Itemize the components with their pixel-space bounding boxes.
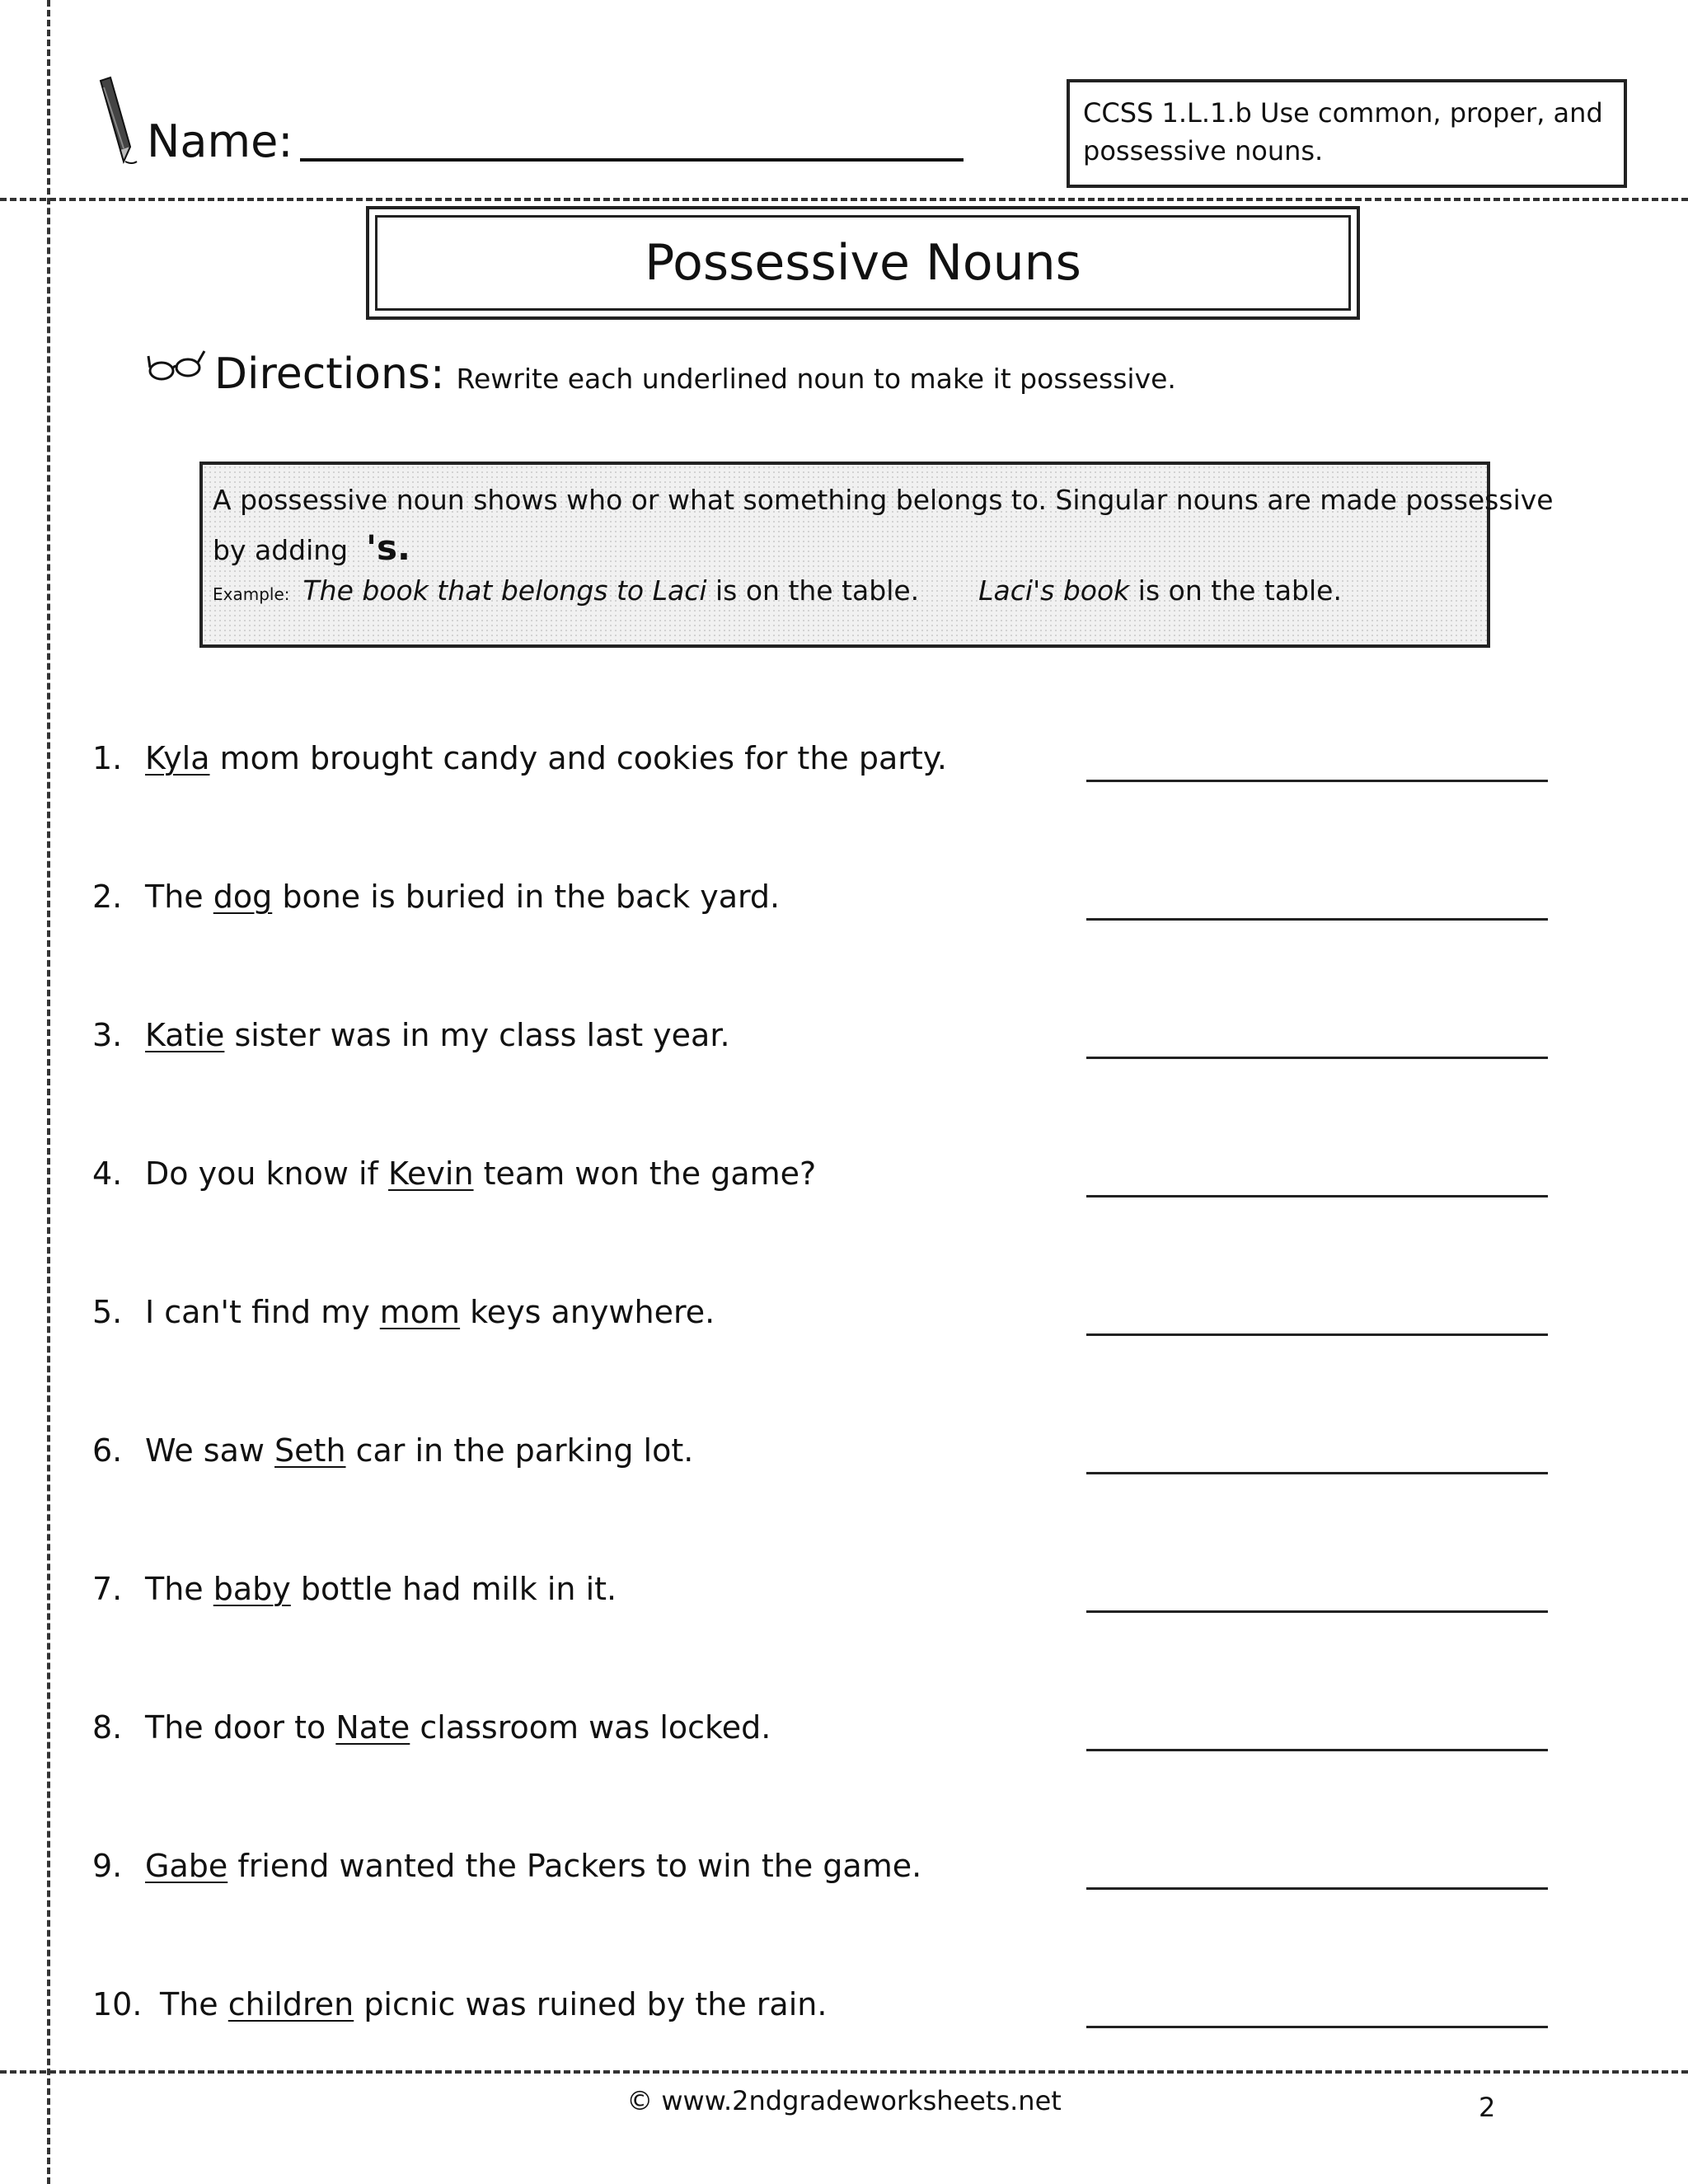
example-phrase-2: Laci's book (978, 574, 1130, 607)
example-label: Example: (213, 584, 290, 604)
underlined-noun: mom (379, 1294, 461, 1330)
question-2 (92, 870, 1559, 928)
directions-label: Directions: (214, 349, 445, 399)
question-number: 3. (92, 1017, 123, 1053)
question-sentence: The children picnic was ruined by the rain. (160, 1986, 828, 2022)
underlined-noun: Katie (145, 1017, 225, 1053)
answer-line[interactable] (1086, 1887, 1548, 1890)
question-sentence: I can't find my mom keys anywhere. (145, 1294, 715, 1330)
question-sentence: The baby bottle had milk in it. (145, 1571, 617, 1607)
directions-text: Rewrite each underlined noun to make it possessive. (456, 363, 1176, 395)
pencil-icon (92, 76, 138, 166)
question-sentence: The dog bone is buried in the back yard. (145, 879, 781, 915)
answer-line[interactable] (1086, 2026, 1548, 2028)
example-rest-2: is on the table. (1129, 574, 1342, 607)
rule-box (199, 462, 1554, 648)
name-row (147, 117, 964, 166)
question-10 (92, 1978, 1559, 2036)
example-sentence-1 (303, 574, 920, 607)
question-number: 9. (92, 1848, 123, 1884)
copyright-text: © www.2ndgradeworksheets.net (626, 2085, 1062, 2116)
question-number: 10. (92, 1986, 143, 2022)
page-title: Possessive Nouns (375, 215, 1351, 311)
question-4 (92, 1147, 1559, 1205)
question-sentence: The door to Nate classroom was locked. (145, 1709, 771, 1746)
underlined-noun: Seth (274, 1432, 346, 1469)
question-sentence: We saw Seth car in the parking lot. (145, 1432, 694, 1469)
question-6 (92, 1424, 1559, 1482)
question-3 (92, 1009, 1559, 1066)
answer-line[interactable] (1086, 1333, 1548, 1336)
underlined-noun: baby (213, 1571, 291, 1607)
question-8 (92, 1701, 1559, 1759)
example-sentence-2 (978, 574, 1342, 607)
question-sentence: Katie sister was in my class last year. (145, 1017, 730, 1053)
underlined-noun: Gabe (145, 1848, 228, 1884)
title-frame (366, 206, 1360, 320)
question-sentence: Gabe friend wanted the Packers to win the game. (145, 1848, 922, 1884)
rule-line-1: A possessive noun shows who or what something belongs to. Singular nouns are made possessive (213, 484, 1554, 516)
answer-line[interactable] (1086, 1472, 1548, 1474)
underlined-noun: Nate (335, 1709, 410, 1746)
answer-line[interactable] (1086, 780, 1548, 782)
glasses-icon (147, 348, 206, 384)
directions (214, 349, 1176, 399)
question-sentence: Kyla mom brought candy and cookies for the party. (145, 740, 947, 776)
question-5 (92, 1286, 1559, 1343)
apostrophe-s-symbol: 's. (366, 527, 410, 568)
answer-line[interactable] (1086, 1610, 1548, 1613)
question-number: 5. (92, 1294, 123, 1330)
question-number: 1. (92, 740, 123, 776)
rule-line-2-text: by adding (213, 534, 349, 566)
answer-line[interactable] (1086, 1749, 1548, 1751)
question-7 (92, 1563, 1559, 1620)
top-cut-line (0, 198, 1688, 201)
page-number: 2 (1479, 2092, 1496, 2123)
underlined-noun: dog (213, 879, 273, 915)
underlined-noun: Kyla (145, 740, 210, 776)
example-row (213, 574, 1477, 607)
vertical-cut-line (47, 0, 50, 2184)
question-9 (92, 1840, 1559, 1897)
question-number: 4. (92, 1155, 123, 1192)
example-rest-1: is on the table. (706, 574, 920, 607)
answer-line[interactable] (1086, 918, 1548, 921)
question-number: 2. (92, 879, 123, 915)
answer-line[interactable] (1086, 1195, 1548, 1197)
bottom-cut-line (0, 2070, 1688, 2074)
underlined-noun: children (227, 1986, 354, 2022)
answer-line[interactable] (1086, 1057, 1548, 1059)
name-field-line[interactable] (300, 158, 964, 162)
rule-line-2 (213, 524, 1477, 574)
question-sentence: Do you know if Kevin team won the game? (145, 1155, 817, 1192)
question-number: 7. (92, 1571, 123, 1607)
question-1 (92, 732, 1559, 790)
underlined-noun: Kevin (388, 1155, 474, 1192)
question-number: 8. (92, 1709, 123, 1746)
name-label: Name: (147, 115, 293, 167)
question-number: 6. (92, 1432, 123, 1469)
standard-box: CCSS 1.L.1.b Use common, proper, and possessive nouns. (1067, 79, 1627, 188)
example-phrase-1: The book that belongs to Laci (302, 574, 707, 607)
